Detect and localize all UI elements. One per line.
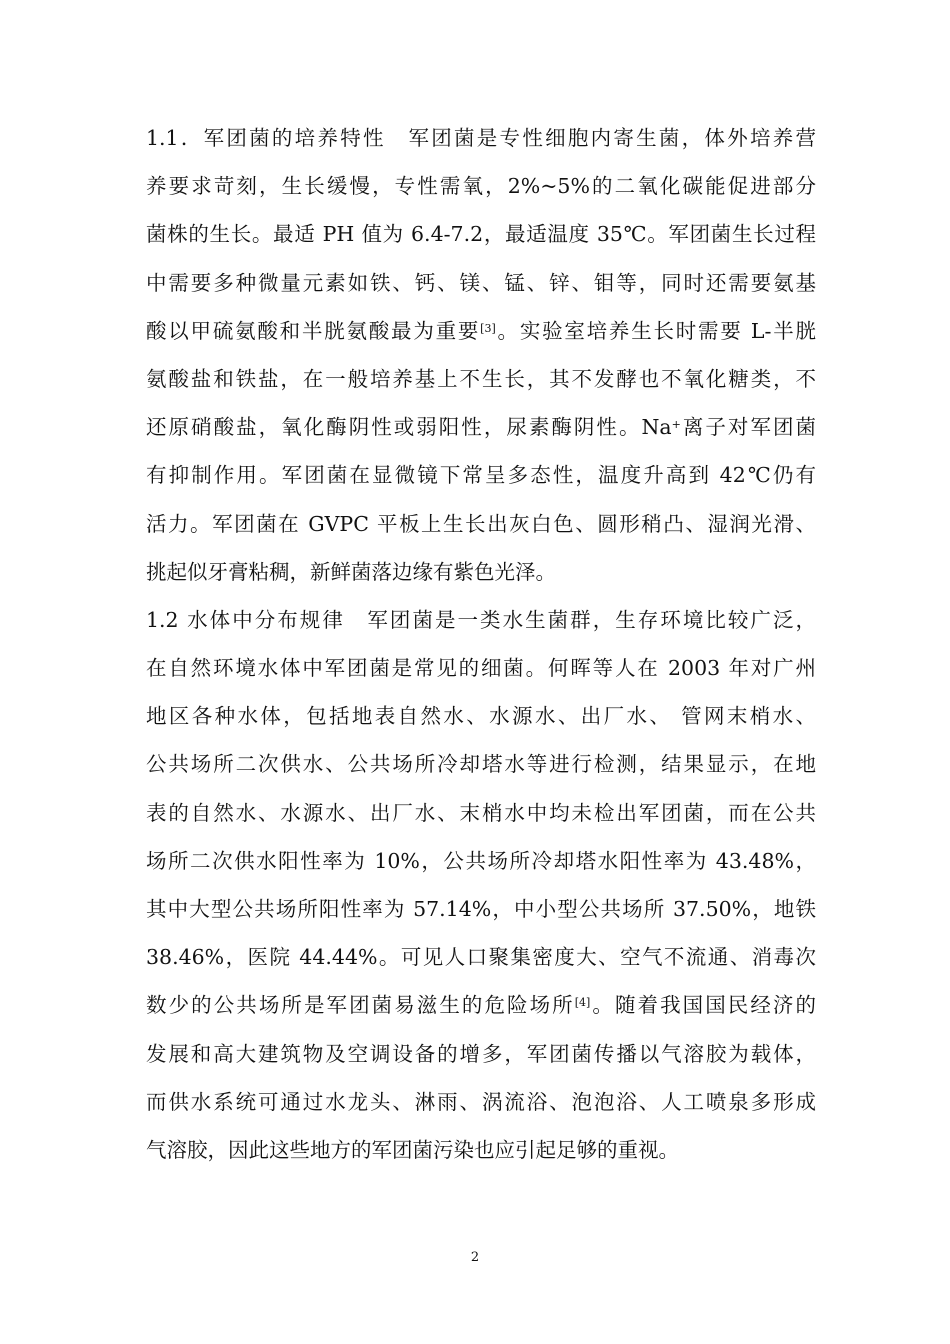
text-line: [146, 981, 816, 1029]
text-line: 菌株的生长。最适 PH 值为 6.4-7.2，最适温度 35℃。军团菌生长过程: [146, 222, 816, 247]
text-line: [146, 403, 816, 451]
text-line: 活力。军团菌在 GVPC 平板上生长出灰白色、圆形稍凸、湿润光滑、: [146, 511, 816, 536]
text-line: 中需要多种微量元素如铁、钙、镁、锰、锌、钼等，同时还需要氨基: [146, 270, 816, 295]
text-line: 氨酸盐和铁盐，在一般培养基上不生长，其不发酵也不氧化糖类，不: [146, 366, 816, 391]
citation-ref: [4]: [574, 996, 591, 1010]
superscript-plus: +: [671, 418, 681, 432]
text-line: 在自然环境水体中军团菌是常见的细菌。何晖等人在 2003 年对广州: [146, 656, 816, 681]
text-line: 1.2 水体中分布规律 军团菌是一类水生菌群，生存环境比较广泛，: [146, 607, 816, 632]
text-line: 而供水系统可通过水龙头、淋雨、涡流浴、泡泡浴、人工喷泉多形成: [146, 1089, 816, 1114]
text-line: 场所二次供水阳性率为 10%，公共场所冷却塔水阳性率为 43.48%，: [146, 848, 816, 873]
text-line: 表的自然水、水源水、出厂水、末梢水中均未检出军团菌，而在公共: [146, 800, 816, 825]
body-text: [146, 114, 816, 1174]
text-line: 气溶胶，因此这些地方的军团菌污染也应引起足够的重视。: [146, 1137, 679, 1162]
text-line: 养要求苛刻，生长缓慢，专性需氧，2%~5%的二氧化碳能促进部分: [146, 174, 816, 199]
text-segment: 酸以甲硫氨酸和半胱氨酸最为重要: [146, 318, 481, 343]
text-line: 38.46%，医院 44.44%。可见人口聚集密度大、空气不流通、消毒次: [146, 945, 816, 970]
text-line: 其中大型公共场所阳性率为 57.14%，中小型公共场所 37.50%，地铁: [146, 897, 816, 921]
text-segment: 离子对军团菌: [680, 415, 816, 440]
citation-ref: [3]: [480, 321, 496, 335]
text-segment: 。实验室培养生长时需要 L-半胱: [495, 318, 816, 343]
text-line: 有抑制作用。军团菌在显微镜下常呈多态性，温度升高到 42℃仍有: [146, 463, 816, 488]
text-line: 发展和高大建筑物及空调设备的增多，军团菌传播以气溶胶为载体，: [146, 1041, 816, 1066]
text-segment: 数少的公共场所是军团菌易滋生的危险场所: [146, 993, 575, 1018]
text-line: 地区各种水体，包括地表自然水、水源水、出厂水、 管网末梢水、: [146, 704, 816, 729]
text-segment: 。随着我国国民经济的: [590, 993, 817, 1018]
text-line: [146, 307, 816, 355]
text-line: 公共场所二次供水、公共场所冷却塔水等进行检测，结果显示，在地: [146, 752, 816, 777]
text-line: 挑起似牙膏粘稠，新鲜菌落边缘有紫色光泽。: [146, 559, 556, 584]
text-segment: 还原硝酸盐，氧化酶阴性或弱阳性，尿素酶阴性。Na: [146, 415, 672, 440]
page-number: 2: [470, 1250, 480, 1265]
text-line: 1.1．军团菌的培养特性 军团菌是专性细胞内寄生菌，体外培养营: [146, 126, 816, 150]
